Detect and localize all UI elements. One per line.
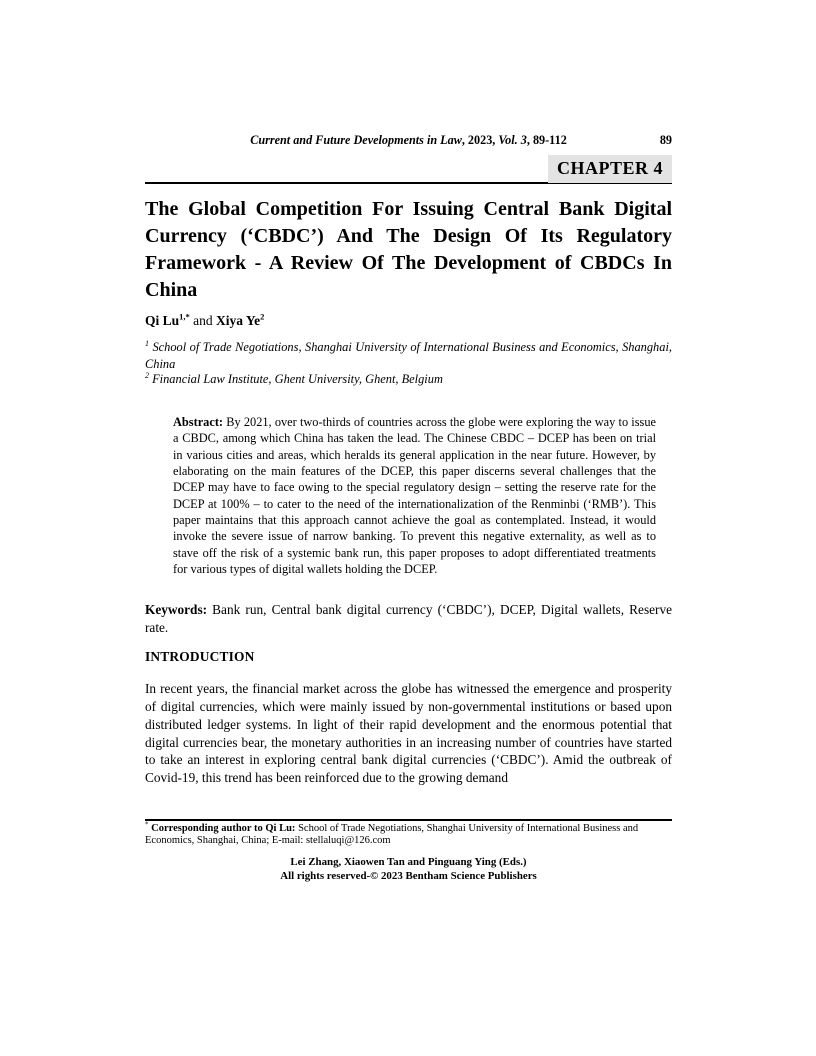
- author-superscript-2: 2: [260, 311, 265, 322]
- affiliation-2: [145, 371, 672, 388]
- author-superscript-1: 1,*: [179, 311, 190, 322]
- affiliation-1-text: School of Trade Negotiations, Shanghai University of International Business and Economics, Shanghai, China: [145, 340, 672, 371]
- footnote-label: Corresponding author to Qi Lu:: [148, 823, 296, 834]
- keywords-text: Bank run, Central bank digital currency (‘CBDC’), DCEP, Digital wallets, Reserve rate.: [145, 602, 672, 635]
- footnote-marker: *: [145, 820, 149, 829]
- running-head-pages: , 89-112: [526, 133, 567, 147]
- affiliation-1: [145, 339, 672, 372]
- footer-editors: Lei Zhang, Xiaowen Tan and Pinguang Ying (Eds.): [290, 856, 527, 868]
- footnote-text: School of Trade Negotiations, Shanghai University of International Business and Economics, Shanghai, China; E-mail: stellaluqi@126.com: [145, 823, 639, 847]
- authors-line: [145, 313, 672, 329]
- footnote-rule: [145, 819, 672, 821]
- author-name-1: Qi Lu: [145, 313, 180, 328]
- section-heading-introduction: INTRODUCTION: [145, 649, 255, 664]
- author-name-2: Xiya Ye: [216, 313, 261, 328]
- chapter-label: CHAPTER 4: [548, 155, 672, 183]
- running-head-year: , 2023,: [461, 133, 499, 147]
- footnote: [145, 820, 672, 847]
- authors-connector: and: [189, 313, 217, 328]
- page-content: [145, 0, 672, 1056]
- running-head: [145, 133, 672, 148]
- chapter-banner: [145, 155, 672, 186]
- footer-rights: All rights reserved-© 2023 Bentham Science Publishers: [280, 869, 537, 882]
- introduction-paragraph: In recent years, the financial market across the globe has witnessed the emergence and prosperity of digital currencies, which were mainly issued by non-governmental institutions or based upon distributed ledger systems. In light of their rapid development and the enormous potential that digital currencies bear, the monetary authorities in an increasing number of countries have started to take an interest in exploring central bank digital currencies (‘CBDC’). Amid the outbreak of Covid-19, this trend has been reinforced due to the growing demand: [145, 681, 672, 786]
- abstract-block: [173, 414, 656, 577]
- abstract-text: By 2021, over two-thirds of countries across the globe were exploring the way to issue a CBDC, among which China has taken the lead. The Chinese CBDC – DCEP has been on trial in various cities and areas, which heralds its general application in the near future. However, by elaborating on the main features of the DCEP, this paper discerns several challenges that the DCEP may have to face owing to the special regulatory design – setting the reserve rate for the DCEP at 100% – to cater to the need of the internationalization of the Renminbi (‘RMB’). This paper maintains that this approach cannot achieve the goal as contemplated. Instead, it would invoke the severe issue of narrow banking. To prevent this negative externality, as well as to stave off the risk of a systemic bank run, this paper proposes to adopt differentiated treatments for various types of digital wallets holding the DCEP.: [173, 415, 656, 577]
- running-head-journal: Current and Future Developments in Law: [250, 133, 462, 147]
- page-number: 89: [659, 133, 672, 147]
- paper-title: The Global Competition For Issuing Central Bank Digital Currency (‘CBDC’) And The Design Of Its Regulatory Framework - A Review Of The Development of CBDCs In China: [145, 198, 672, 301]
- affiliation-1-superscript: 1: [145, 338, 149, 348]
- running-head-volume: Vol. 3: [498, 133, 527, 147]
- keywords-line: [145, 601, 672, 636]
- page-footer: [145, 856, 672, 883]
- affiliation-2-superscript: 2: [145, 370, 149, 380]
- abstract-label: Abstract:: [173, 415, 224, 429]
- affiliation-2-text: Financial Law Institute, Ghent University, Ghent, Belgium: [149, 372, 443, 386]
- keywords-label: Keywords:: [145, 602, 208, 617]
